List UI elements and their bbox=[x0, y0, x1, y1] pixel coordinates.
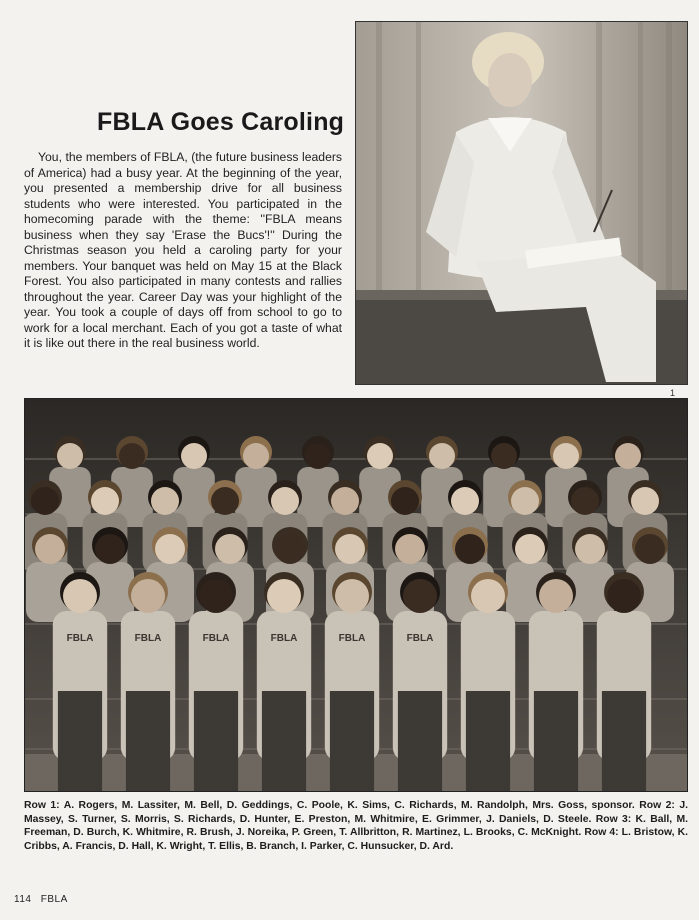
person-head bbox=[211, 487, 239, 515]
group-photo bbox=[24, 398, 688, 792]
person-head bbox=[391, 487, 419, 515]
person-head bbox=[607, 579, 641, 613]
person-head bbox=[367, 443, 393, 469]
person-legs bbox=[330, 691, 374, 791]
person-legs bbox=[126, 691, 170, 791]
person-head bbox=[275, 534, 305, 564]
person-head bbox=[35, 534, 65, 564]
person-head bbox=[155, 534, 185, 564]
person-legs bbox=[534, 691, 578, 791]
shirt-lettering: FBLA bbox=[134, 633, 162, 644]
person-head bbox=[131, 579, 165, 613]
person-head bbox=[553, 443, 579, 469]
person-legs bbox=[262, 691, 306, 791]
photo-credit: 1 bbox=[670, 388, 676, 398]
person-head bbox=[491, 443, 517, 469]
person-head bbox=[91, 487, 119, 515]
person-head bbox=[199, 579, 233, 613]
person-head bbox=[395, 534, 425, 564]
person-head bbox=[119, 443, 145, 469]
person-head bbox=[429, 443, 455, 469]
person-head bbox=[95, 534, 125, 564]
person-head bbox=[631, 487, 659, 515]
article-title: FBLA Goes Caroling bbox=[97, 108, 345, 136]
person-head bbox=[451, 487, 479, 515]
photo-caption: Row 1: A. Rogers, M. Lassiter, M. Bell, D. Geddings, C. Poole, K. Sims, C. Richards, M. Randolph, Mrs. Goss, sponsor. Row 2: J. Massey, S. Turner, S. Morris, S. Richards, D. Hunter, E. Preston, M. Whitmire, E. Grimmer, J. Daniels, D. Steele. Row 3: K. Ball, M. Freeman, D. Burch, K. Whitmire, R. Brush, J. Noreika, P. Green, T. Allbritton, R. Martinez, L. Brooks, C. McKnight. Row 4: L. Bristow, K. Cribbs, A. Francis, D. Hall, K. Wright, T. Ellis, B. Branch, I. Parker, C. Hunsucker, D. Ard. bbox=[24, 800, 688, 852]
person-head bbox=[335, 534, 365, 564]
person-head bbox=[31, 487, 59, 515]
person-head bbox=[539, 579, 573, 613]
shirt-lettering: FBLA bbox=[406, 633, 434, 644]
person-head bbox=[57, 443, 83, 469]
person-legs bbox=[58, 691, 102, 791]
person-head bbox=[471, 579, 505, 613]
person-legs bbox=[194, 691, 238, 791]
person-head bbox=[151, 487, 179, 515]
person-head bbox=[571, 487, 599, 515]
person-head bbox=[455, 534, 485, 564]
person-head bbox=[305, 443, 331, 469]
person-head bbox=[243, 443, 269, 469]
person-head bbox=[515, 534, 545, 564]
person-legs bbox=[398, 691, 442, 791]
person-head bbox=[267, 579, 301, 613]
person-head bbox=[615, 443, 641, 469]
person-head bbox=[181, 443, 207, 469]
shirt-lettering: FBLA bbox=[270, 633, 298, 644]
person-head bbox=[403, 579, 437, 613]
person-head bbox=[511, 487, 539, 515]
shirt-lettering: FBLA bbox=[66, 633, 94, 644]
person-legs bbox=[602, 691, 646, 791]
shirt-lettering: FBLA bbox=[338, 633, 366, 644]
shirt-lettering: FBLA bbox=[202, 633, 230, 644]
article-body: You, the members of FBLA, (the future business leaders of America) had a busy year. At the beginning of the year, you presented a membership drive for all business students who were interested. You participated in the homecoming parade with the theme: ''FBLA means business when they say 'Erase the Bucs'!'' During the Christmas season you held a caroling party for your members. Your banquet was held on May 15 at the Black Forest. You also participated in many contests and rallies throughout the year. Career Day was your highlight of the year. You took a couple of days off from school to go to work for a local merchant. Each of you got a taste of what it is like out there in the real business world. bbox=[24, 150, 342, 350]
person-head bbox=[63, 579, 97, 613]
section-name: FBLA bbox=[40, 894, 68, 905]
person-head bbox=[271, 487, 299, 515]
person-head bbox=[331, 487, 359, 515]
sponsor-photo bbox=[355, 21, 688, 385]
page-folio bbox=[14, 894, 74, 905]
page-number: 114 bbox=[14, 894, 32, 905]
person-head bbox=[635, 534, 665, 564]
person-head bbox=[215, 534, 245, 564]
person-head bbox=[335, 579, 369, 613]
person-head bbox=[575, 534, 605, 564]
person-legs bbox=[466, 691, 510, 791]
